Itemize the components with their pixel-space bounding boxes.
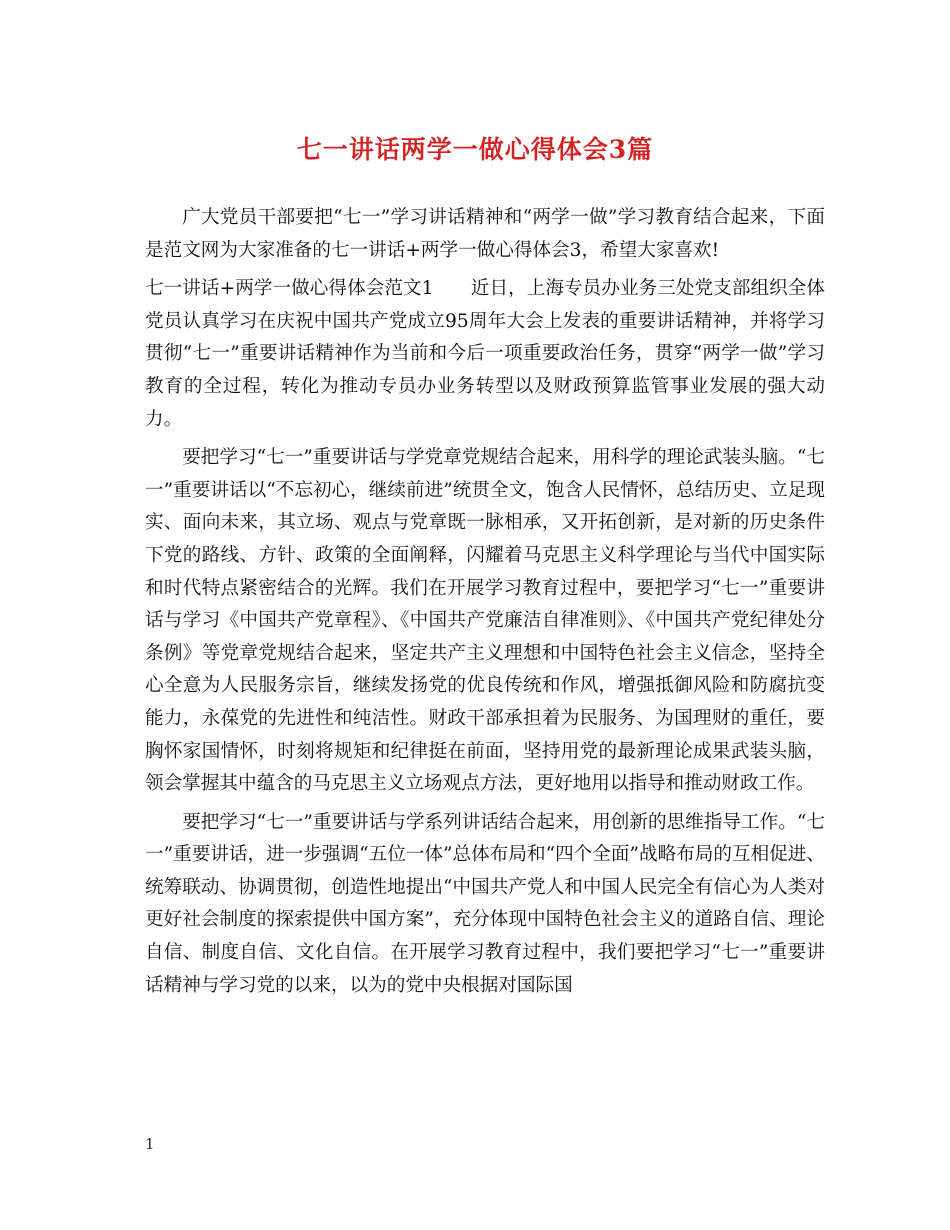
body-paragraph-1: 要把学习“七一”重要讲话与学党章党规结合起来，用科学的理论武装头脑。“七一”重要讲话以“不忘初心，继续前进”统贯全文，饱含人民情怀，总结历史、立足现实、面向未来，其立场、观点与党章既一脉相承，又开拓创新，是对新的历史条件下党的路线、方针、政策的全面阐释，闪耀着马克思主义科学理论与当代中国实际和时代特点紧密结合的光辉。我们在开展学习教育过程中，要把学习“七一”重要讲话与学习《中国共产党章程》、《中国共产党廉洁自律准则》、《中国共产党纪律处分条例》等党章党规结合起来，坚定共产主义理想和中国特色社会主义信念，坚持全心全意为人民服务宗旨，继续发扬党的优良传统和作风，增强抵御风险和防腐抗变能力，永葆党的先进性和纯洁性。财政干部承担着为民服务、为国理财的重任，要胸怀家国情怀，时刻将规矩和纪律挺在前面，坚持用党的最新理论成果武装头脑，领会掌握其中蕴含的马克思主义立场观点方法，更好地用以指导和推动财政工作。: [145, 447, 825, 795]
sample-intro-paragraph: 七一讲话+两学一做心得体会范文1 近日，上海专员办业务三处党支部组织全体党员认真学习在庆祝中国共产党成立95周年大会上发表的重要讲话精神，并将学习贯彻“七一”重要讲话精神作为当前和今后一项重要政治任务，贯穿“两学一做”学习教育的全过程，转化为推动专员办业务转型以及财政预算监管事业发展的强大动力。: [145, 278, 825, 430]
body-paragraph-2: 要把学习“七一”重要讲话与学系列讲话结合起来，用创新的思维指导工作。“七一”重要讲话，进一步强调“五位一体”总体布局和“四个全面”战略布局的互相促进、统筹联动、协调贯彻，创造性地提出“中国共产党人和中国人民完全有信心为人类对更好社会制度的探索提供中国方案”，充分体现中国特色社会主义的道路自信、理论自信、制度自信、文化自信。在开展学习教育过程中，我们要把学习“七一”重要讲话精神与学习党的以来，以为的党中央根据对国际国: [145, 811, 825, 996]
intro-paragraph: 广大党员干部要把“七一”学习讲话精神和“两学一做”学习教育结合起来，下面是范文网为大家准备的七一讲话+两学一做心得体会3，希望大家喜欢!: [145, 207, 825, 261]
page-number: 1: [145, 1135, 155, 1153]
document-title: 七一讲话两学一做心得体会3篇: [296, 135, 654, 164]
document-body: [145, 202, 825, 1008]
